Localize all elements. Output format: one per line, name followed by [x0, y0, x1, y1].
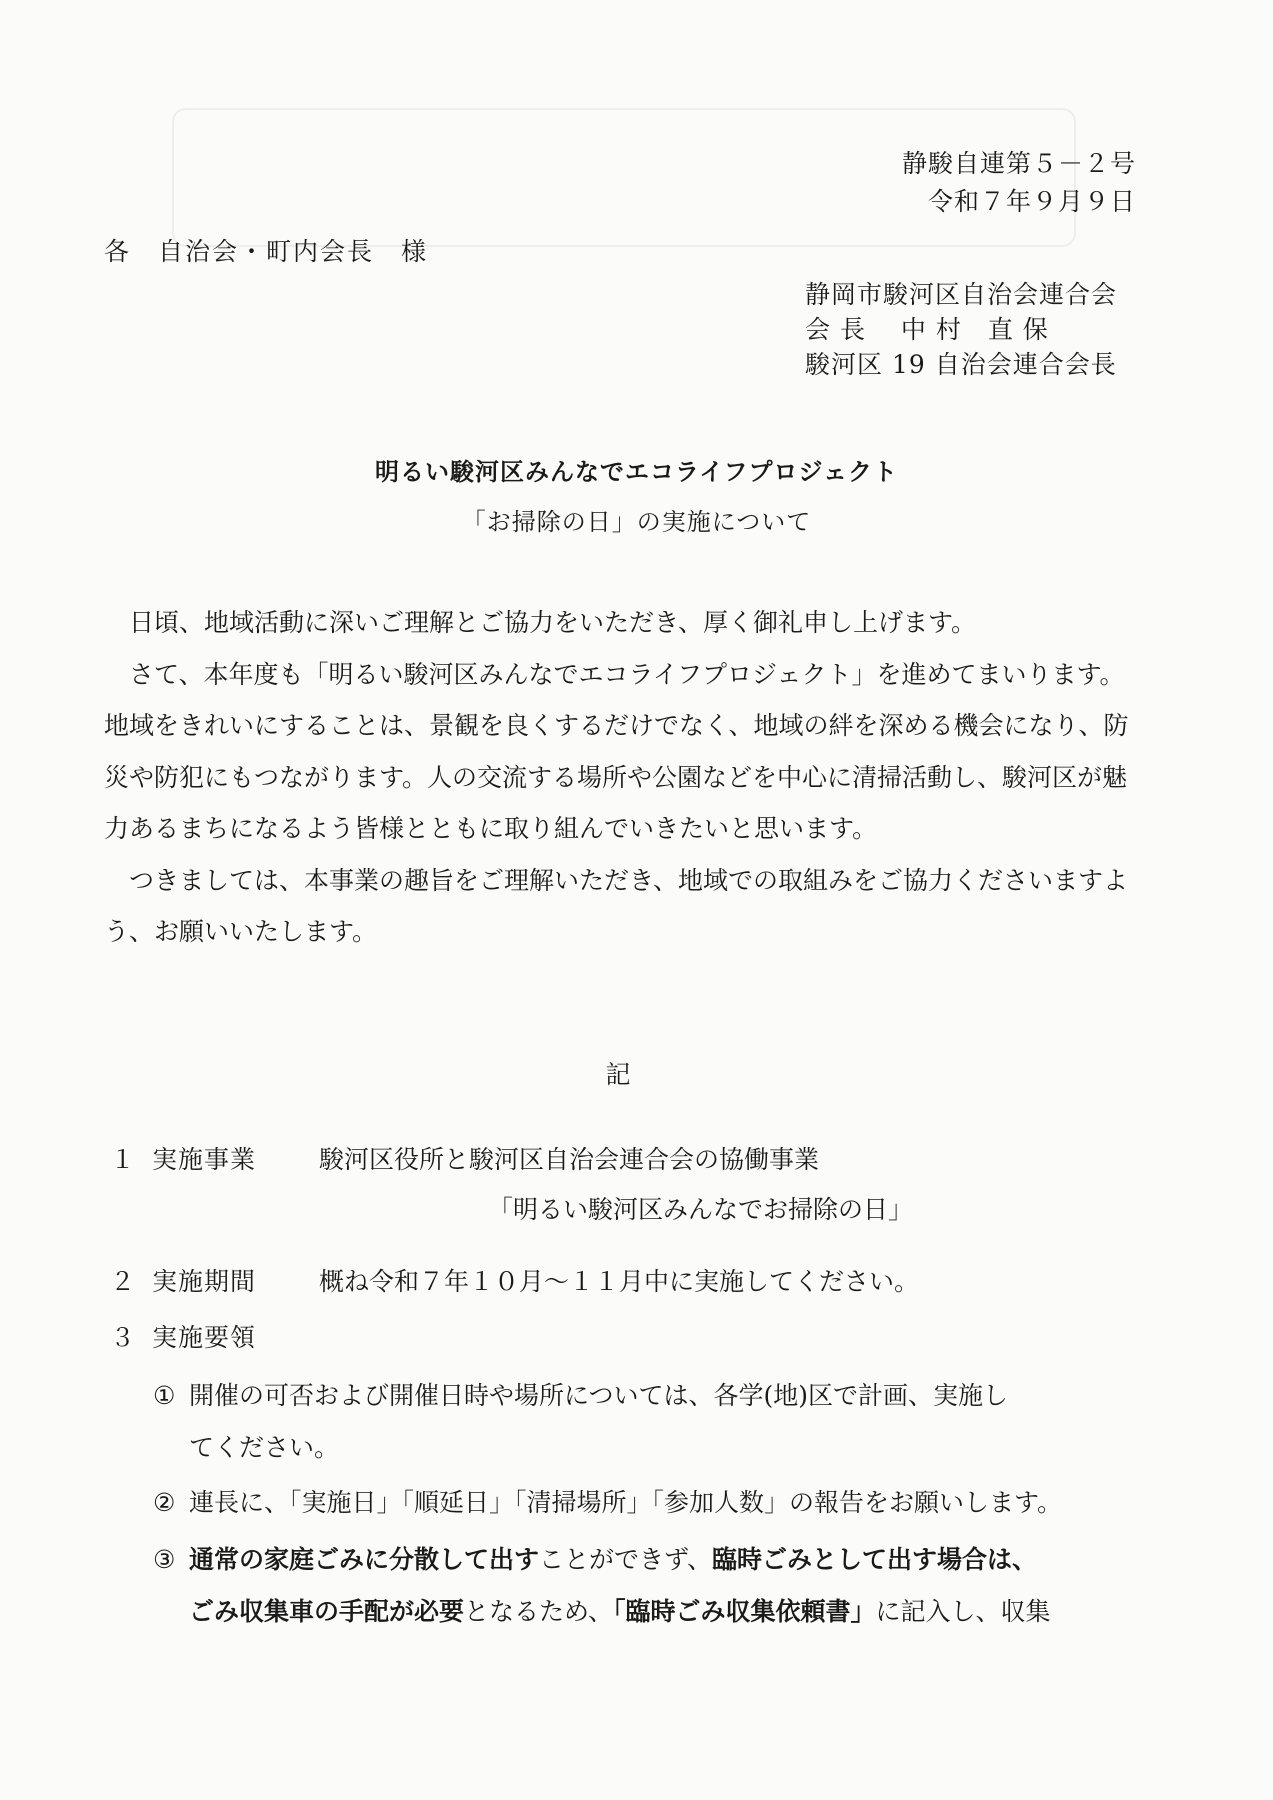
body-text [104, 597, 1139, 958]
item-label: 実施事業 [152, 1145, 257, 1174]
sub-item-1-continued: てください。 [189, 1433, 340, 1462]
sub-item-2 [153, 1483, 1062, 1519]
body-paragraph-1: 日頃、地域活動に深いご理解とご協力をいただき、厚く御礼申し上げます。 [129, 608, 977, 637]
emphasis-text: 通常の家庭ごみに分散して出す [189, 1545, 540, 1574]
item-2 [110, 1262, 919, 1298]
item-1-value-2: 「明るい駿河区みんなでお掃除の日」 [488, 1195, 914, 1224]
sender-title: 会 長 中 村 直 保 [805, 315, 1049, 344]
sender-organization: 静岡市駿河区自治会連合会 [805, 280, 1118, 309]
emphasis-text: 「臨時ごみ収集依頼書」 [613, 1597, 876, 1626]
ki-heading: 記 [605, 1060, 631, 1089]
item-number: ３ [110, 1323, 136, 1352]
document-number: 静駿自連第５－２号 [901, 149, 1136, 178]
item-3 [110, 1318, 319, 1354]
item-label: 実施要領 [152, 1323, 257, 1352]
sub-item-3 [153, 1540, 1037, 1576]
body-paragraph-3: つきましては、本事業の趣旨をご理解いただき、地域での取組みをご協力くださいますよう、お願いいたします。 [104, 865, 1129, 946]
sub-item-text: 連長に、「実施日」「順延日」「清掃場所」「参加人数」の報告をお願いします。 [189, 1488, 1063, 1517]
sub-item-number: ③ [153, 1545, 176, 1574]
sub-item-text: に記入し、収集 [875, 1597, 1051, 1626]
item-number: ２ [110, 1267, 136, 1296]
document-date: 令和７年９月９日 [927, 187, 1136, 216]
item-1 [110, 1140, 819, 1176]
item-label: 実施期間 [152, 1267, 257, 1296]
sub-item-text: ことができず、 [539, 1545, 713, 1574]
sub-item-number: ① [153, 1381, 176, 1410]
emphasis-text: 臨時ごみとして出す場合は、 [712, 1545, 1038, 1574]
document-title: 明るい駿河区みんなでエコライフプロジェクト [374, 458, 899, 486]
sub-item-text: 開催の可否および開催日時や場所については、各学(地)区で計画、実施し [189, 1381, 1009, 1410]
sub-item-text: となるため、 [464, 1597, 614, 1626]
sub-item-number: ② [153, 1488, 176, 1517]
item-value: 概ね令和７年１０月～１１月中に実施してください。 [319, 1267, 920, 1296]
sender-subtitle: 駿河区 19 自治会連合会長 [805, 350, 1117, 379]
sender-block [805, 277, 1117, 382]
sub-item-1 [153, 1376, 1008, 1412]
addressee: 各 自治会・町内会長 様 [104, 237, 429, 266]
sub-item-3-continued [189, 1592, 1051, 1628]
body-paragraph-2: さて、本年度も「明るい駿河区みんなでエコライフプロジェクト」を進めてまいります。地域をきれいにすることは、景観を良くするだけでなく、地域の絆を深める機会になり、防災や防犯にもつながります。人の交流する場所や公園などを中心に清掃活動し、駿河区が魅力あるまちになるよう皆様とともに取り組んでいきたいと思います。 [104, 659, 1129, 843]
document-subtitle: 「お掃除の日」の実施について [461, 508, 812, 536]
item-value: 駿河区役所と駿河区自治会連合会の協働事業 [319, 1145, 820, 1174]
item-number: １ [110, 1145, 136, 1174]
document-header-right [902, 145, 1136, 221]
emphasis-text: ごみ収集車の手配が必要 [189, 1597, 465, 1626]
